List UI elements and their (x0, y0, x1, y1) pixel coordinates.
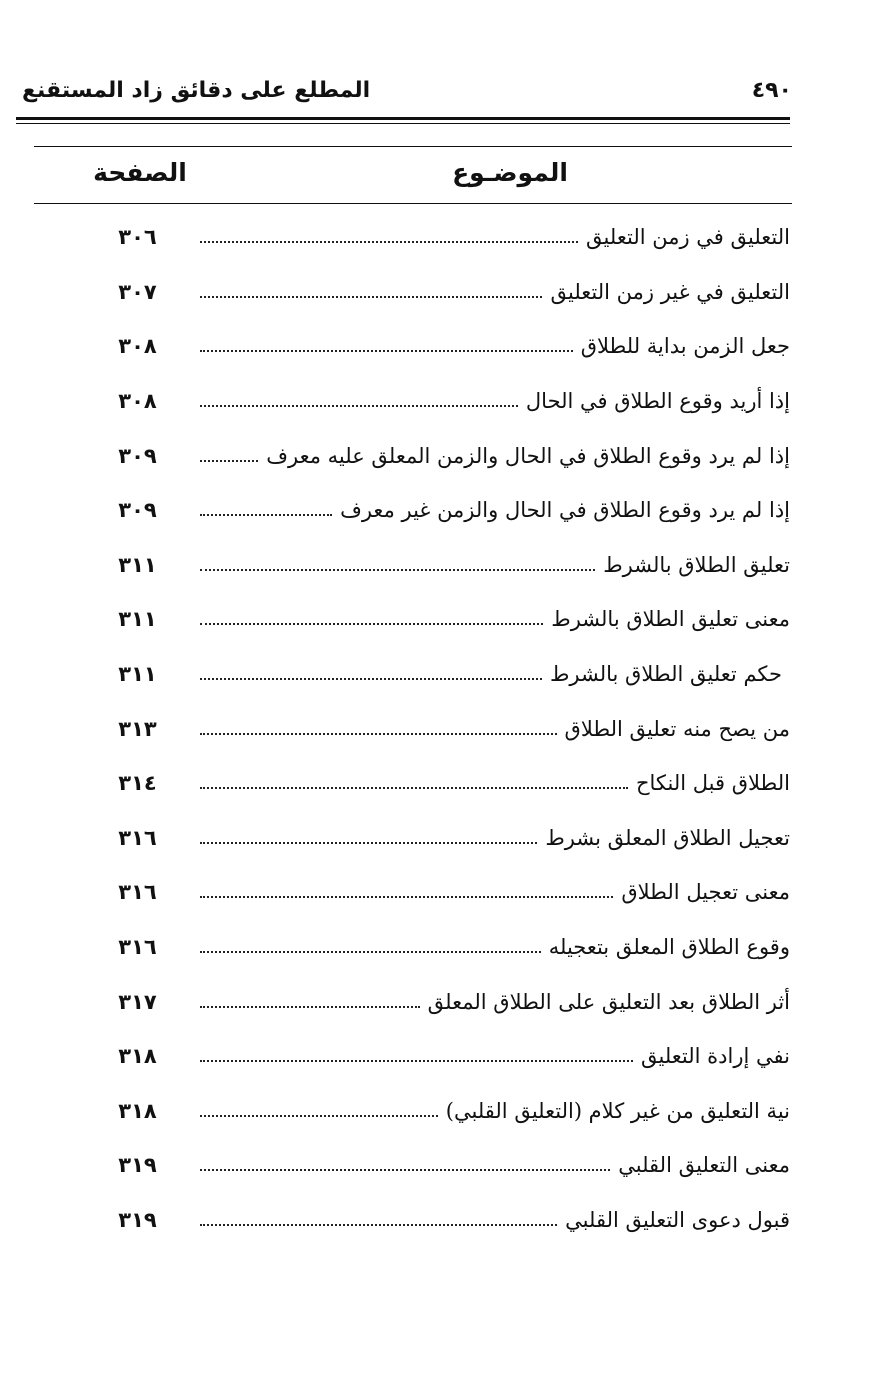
toc-entry (100, 1138, 790, 1193)
header-rule-thin (16, 123, 790, 124)
toc-entry-page: ٣٠٨ (118, 334, 157, 359)
dot-leader (200, 241, 578, 243)
toc-entry-page: ٣١٤ (118, 771, 157, 796)
column-header-rule-bottom (34, 203, 792, 204)
toc-entry (100, 920, 790, 975)
toc-entry-page: ٣١٨ (118, 1098, 157, 1123)
toc-entry (100, 210, 790, 265)
toc-entry-title: معنى تعجيل الطلاق (621, 880, 790, 905)
dot-leader (200, 514, 332, 516)
toc-entry-title: وقوع الطلاق المعلق بتعجيله (548, 935, 790, 960)
dot-leader (200, 1006, 420, 1008)
toc-entry (100, 974, 790, 1029)
column-header-rule-top (34, 146, 792, 147)
toc-entry-title: نية التعليق من غير كلام (التعليق القلبي) (445, 1098, 790, 1123)
toc-entry-page: ٣١١ (118, 552, 157, 577)
toc-entry-title: تعجيل الطلاق المعلق بشرط (545, 825, 790, 850)
toc-entry (100, 319, 790, 374)
toc-entry-title: حكم تعليق الطلاق بالشرط (549, 662, 782, 687)
toc-entry-page: ٣٠٧ (118, 279, 157, 304)
running-header (22, 78, 792, 114)
toc-entry-page: ٣٠٩ (118, 498, 157, 523)
toc-entry-title: معنى التعليق القلبي (618, 1153, 790, 1178)
toc-entry-page: ٣١٩ (118, 1153, 157, 1178)
dot-leader (200, 1224, 557, 1226)
toc-entry-title: الطلاق قبل النكاح (635, 771, 790, 796)
toc-entry-title: إذا أريد وقوع الطلاق في الحال (525, 389, 790, 414)
dot-leader (200, 678, 542, 680)
toc-entry-page: ٣١١ (118, 662, 157, 687)
toc-entry-page: ٣١٦ (118, 935, 157, 960)
dot-leader (200, 350, 573, 352)
toc-entry (100, 756, 790, 811)
toc-entry (100, 1193, 790, 1248)
toc-entry (100, 701, 790, 756)
dot-leader (200, 623, 543, 625)
toc-entry (100, 428, 790, 483)
toc-entry-title: التعليق في زمن التعليق (586, 225, 790, 250)
toc-entry (100, 865, 790, 920)
dot-leader (200, 1115, 438, 1117)
toc-entry-page: ٣١١ (118, 607, 157, 632)
toc-entry (100, 811, 790, 866)
toc-entry-page: ٣١٨ (118, 1044, 157, 1069)
toc-entry-page: ٣١٩ (118, 1207, 157, 1232)
toc-entry-page: ٣١٦ (118, 825, 157, 850)
toc-entry (100, 538, 790, 593)
dot-leader (200, 951, 541, 953)
header-rule-thick (16, 117, 790, 120)
toc-entry-title: تعليق الطلاق بالشرط (603, 552, 790, 577)
dot-leader (200, 896, 613, 898)
toc-entry (100, 1029, 790, 1084)
toc-entry (100, 647, 790, 702)
dot-leader (200, 787, 628, 789)
dot-leader (200, 1169, 610, 1171)
toc-entry-title: من يصح منه تعليق الطلاق (564, 716, 790, 741)
dot-leader (200, 569, 595, 571)
toc-entry (100, 374, 790, 429)
toc-entry-title: إذا لم يرد وقوع الطلاق في الحال والزمن غير معرف (340, 498, 790, 523)
toc-entry-title: إذا لم يرد وقوع الطلاق في الحال والزمن المعلق عليه معرف (266, 443, 790, 468)
toc-entry-page: ٣١٦ (118, 880, 157, 905)
dot-leader (200, 733, 557, 735)
toc-entry (100, 483, 790, 538)
toc-entry-title: أثر الطلاق بعد التعليق على الطلاق المعلق (427, 989, 790, 1014)
dot-leader (200, 296, 542, 298)
toc-entry (100, 265, 790, 320)
toc-entry-title: جعل الزمن بداية للطلاق (580, 334, 790, 359)
topic-column-heading: الموضـوع (452, 158, 568, 187)
toc-entry-page: ٣٠٨ (118, 389, 157, 414)
running-title: المطلع على دقائق زاد المستقنع (22, 78, 371, 103)
page-number: ٤٩٠ (751, 78, 792, 103)
dot-leader (200, 842, 537, 844)
page-column-heading: الصفحة (93, 158, 187, 187)
toc-entry-page: ٣١٧ (118, 989, 157, 1014)
toc-entry-page: ٣١٣ (118, 716, 157, 741)
toc-entry-title: معنى تعليق الطلاق بالشرط (551, 607, 790, 632)
dot-leader (200, 460, 258, 462)
toc-entry (100, 1084, 790, 1139)
dot-leader (200, 405, 518, 407)
toc-entry-title: التعليق في غير زمن التعليق (550, 279, 790, 304)
toc-entry-title: قبول دعوى التعليق القلبي (565, 1207, 790, 1232)
toc-entry-page: ٣٠٩ (118, 443, 157, 468)
table-of-contents (100, 210, 790, 1247)
dot-leader (200, 1060, 633, 1062)
toc-entry-page: ٣٠٦ (118, 225, 157, 250)
toc-entry (100, 592, 790, 647)
toc-entry-title: نفي إرادة التعليق (641, 1044, 790, 1069)
